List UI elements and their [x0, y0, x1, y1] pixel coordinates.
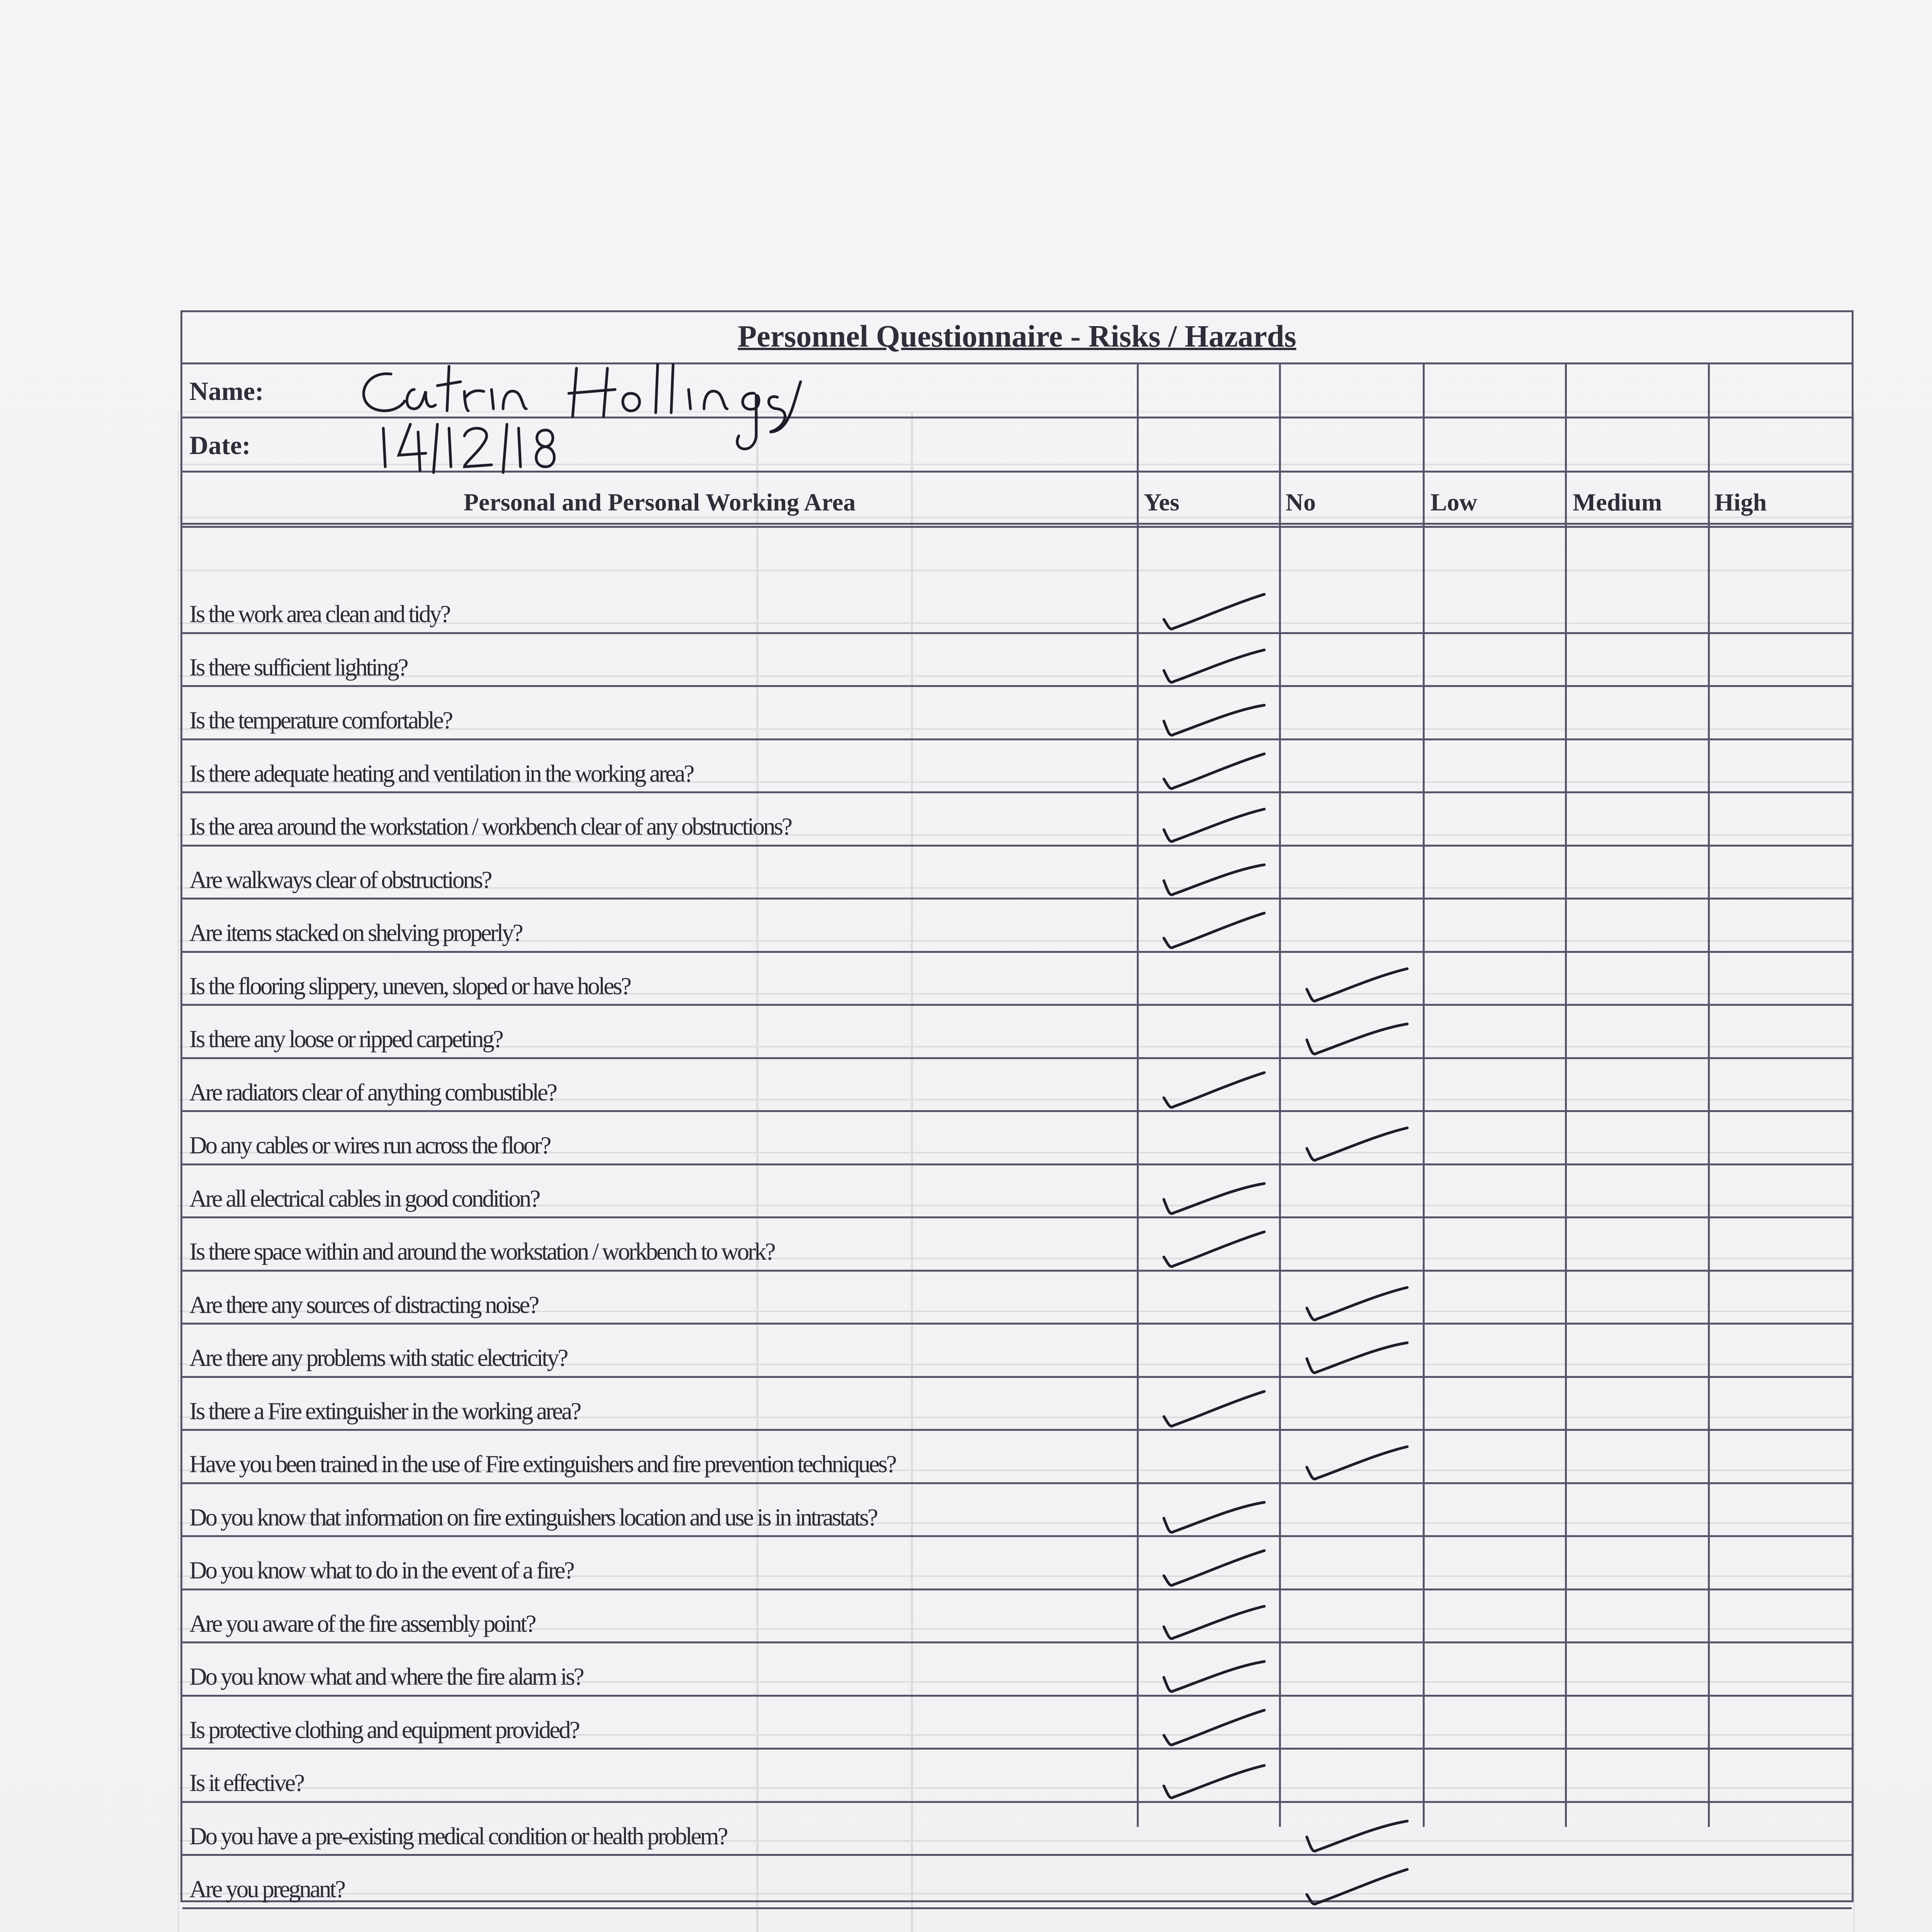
row-rule	[182, 1482, 1852, 1484]
question-text: Is protective clothing and equipment provided?	[189, 1716, 579, 1743]
checkmark-icon	[1156, 1486, 1272, 1544]
checkmark-icon	[1156, 849, 1272, 906]
checkmark-icon	[1299, 1114, 1415, 1172]
column-rule	[1708, 362, 1710, 1827]
question-text: Is the area around the workstation / workbench clear of any obstructions?	[189, 813, 791, 840]
checkmark-icon	[1156, 795, 1272, 853]
row-rule	[182, 1748, 1852, 1750]
question-text: Is it effective?	[189, 1769, 304, 1796]
handwritten-date	[376, 417, 646, 482]
question-text: Are radiators clear of anything combustible?	[189, 1078, 556, 1106]
row-rule	[182, 951, 1852, 953]
question-text: Are you aware of the fire assembly point?	[189, 1610, 535, 1637]
row-rule	[182, 791, 1852, 793]
column-medium: Medium	[1573, 488, 1662, 516]
section-header: Personal and Personal Working Area	[463, 488, 856, 516]
checkmark-icon	[1299, 1805, 1415, 1863]
row-rule	[182, 1376, 1852, 1378]
row-rule	[182, 1323, 1852, 1325]
column-rule	[1565, 362, 1567, 1827]
checkmark-icon	[1299, 1433, 1415, 1491]
checkmark-icon	[1156, 742, 1272, 800]
question-text: Is there a Fire extinguisher in the working area?	[189, 1397, 580, 1425]
question-text: Do you know what to do in the event of a fire?	[189, 1557, 573, 1584]
checkmark-icon	[1299, 1327, 1415, 1384]
question-text: Is the work area clean and tidy?	[189, 600, 450, 628]
checkmark-icon	[1156, 1380, 1272, 1438]
checkmark-icon	[1156, 1539, 1272, 1597]
row-rule	[182, 1216, 1852, 1218]
checkmark-icon	[1156, 689, 1272, 747]
date-label: Date:	[189, 430, 251, 460]
checkmark-icon	[1156, 1752, 1272, 1810]
row-rule	[182, 1110, 1852, 1112]
row-rule	[182, 1854, 1852, 1856]
question-text: Is the temperature comfortable?	[189, 707, 452, 734]
row-rule	[182, 632, 1852, 634]
checkmark-icon	[1156, 1167, 1272, 1225]
name-label: Name:	[189, 376, 264, 406]
row-rule	[182, 1588, 1852, 1590]
question-text: Is there sufficient lighting?	[189, 653, 407, 681]
row-rule	[182, 1057, 1852, 1059]
question-text: Is there adequate heating and ventilation in the working area?	[189, 760, 693, 787]
checkmark-icon	[1156, 583, 1272, 641]
row-rule	[182, 1695, 1852, 1697]
question-text: Are all electrical cables in good condition?	[189, 1185, 539, 1212]
checkmark-icon	[1299, 955, 1415, 1013]
question-text: Are you pregnant?	[189, 1876, 344, 1903]
column-low: Low	[1430, 488, 1477, 516]
row-rule	[182, 898, 1852, 900]
row-rule	[182, 1535, 1852, 1537]
question-text: Do any cables or wires run across the floor?	[189, 1132, 550, 1159]
row-rule	[182, 1907, 1852, 1909]
row-rule	[182, 1801, 1852, 1803]
row-rule	[182, 1004, 1852, 1006]
checkmark-icon	[1299, 1274, 1415, 1332]
question-text: Is there space within and around the workstation / workbench to work?	[189, 1238, 774, 1265]
column-rule	[1137, 362, 1139, 1827]
checkmark-icon	[1156, 1220, 1272, 1278]
checkmark-icon	[1299, 1858, 1415, 1916]
rule	[182, 523, 1852, 525]
question-text: Are there any problems with static electricity?	[189, 1344, 567, 1371]
question-text: Are there any sources of distracting noise?	[189, 1291, 538, 1318]
question-text: Are walkways clear of obstructions?	[189, 866, 491, 893]
checkmark-icon	[1156, 1592, 1272, 1650]
row-rule	[182, 738, 1852, 740]
row-rule	[182, 1270, 1852, 1272]
row-rule	[182, 1163, 1852, 1165]
checkmark-icon	[1156, 901, 1272, 959]
question-text: Have you been trained in the use of Fire extinguishers and fire prevention techniques?	[189, 1451, 896, 1478]
checkmark-icon	[1156, 1061, 1272, 1119]
form-title: Personnel Questionnaire - Risks / Hazards	[738, 320, 1296, 354]
question-text: Is the flooring slippery, uneven, sloped or have holes?	[189, 972, 630, 1000]
question-text: Do you know what and where the fire alarm is?	[189, 1663, 583, 1690]
column-yes: Yes	[1144, 488, 1180, 516]
question-text: Do you know that information on fire extinguishers location and use is in intrastats?	[189, 1503, 877, 1531]
row-rule	[182, 685, 1852, 687]
checkmark-icon	[1156, 636, 1272, 694]
rule	[182, 526, 1852, 528]
row-rule	[182, 845, 1852, 847]
row-rule	[182, 1429, 1852, 1431]
column-rule	[1279, 362, 1281, 1827]
row-rule	[182, 1641, 1852, 1643]
checkmark-icon	[1156, 1645, 1272, 1703]
column-no: No	[1286, 488, 1316, 516]
question-text: Is there any loose or ripped carpeting?	[189, 1026, 502, 1053]
checkmark-icon	[1299, 1008, 1415, 1066]
checkmark-icon	[1156, 1699, 1272, 1757]
question-text: Do you have a pre-existing medical condition or health problem?	[189, 1822, 727, 1850]
column-rule	[1423, 362, 1425, 1827]
questionnaire-form	[180, 310, 1854, 1902]
column-high: High	[1714, 488, 1767, 516]
question-text: Are items stacked on shelving properly?	[189, 919, 522, 946]
